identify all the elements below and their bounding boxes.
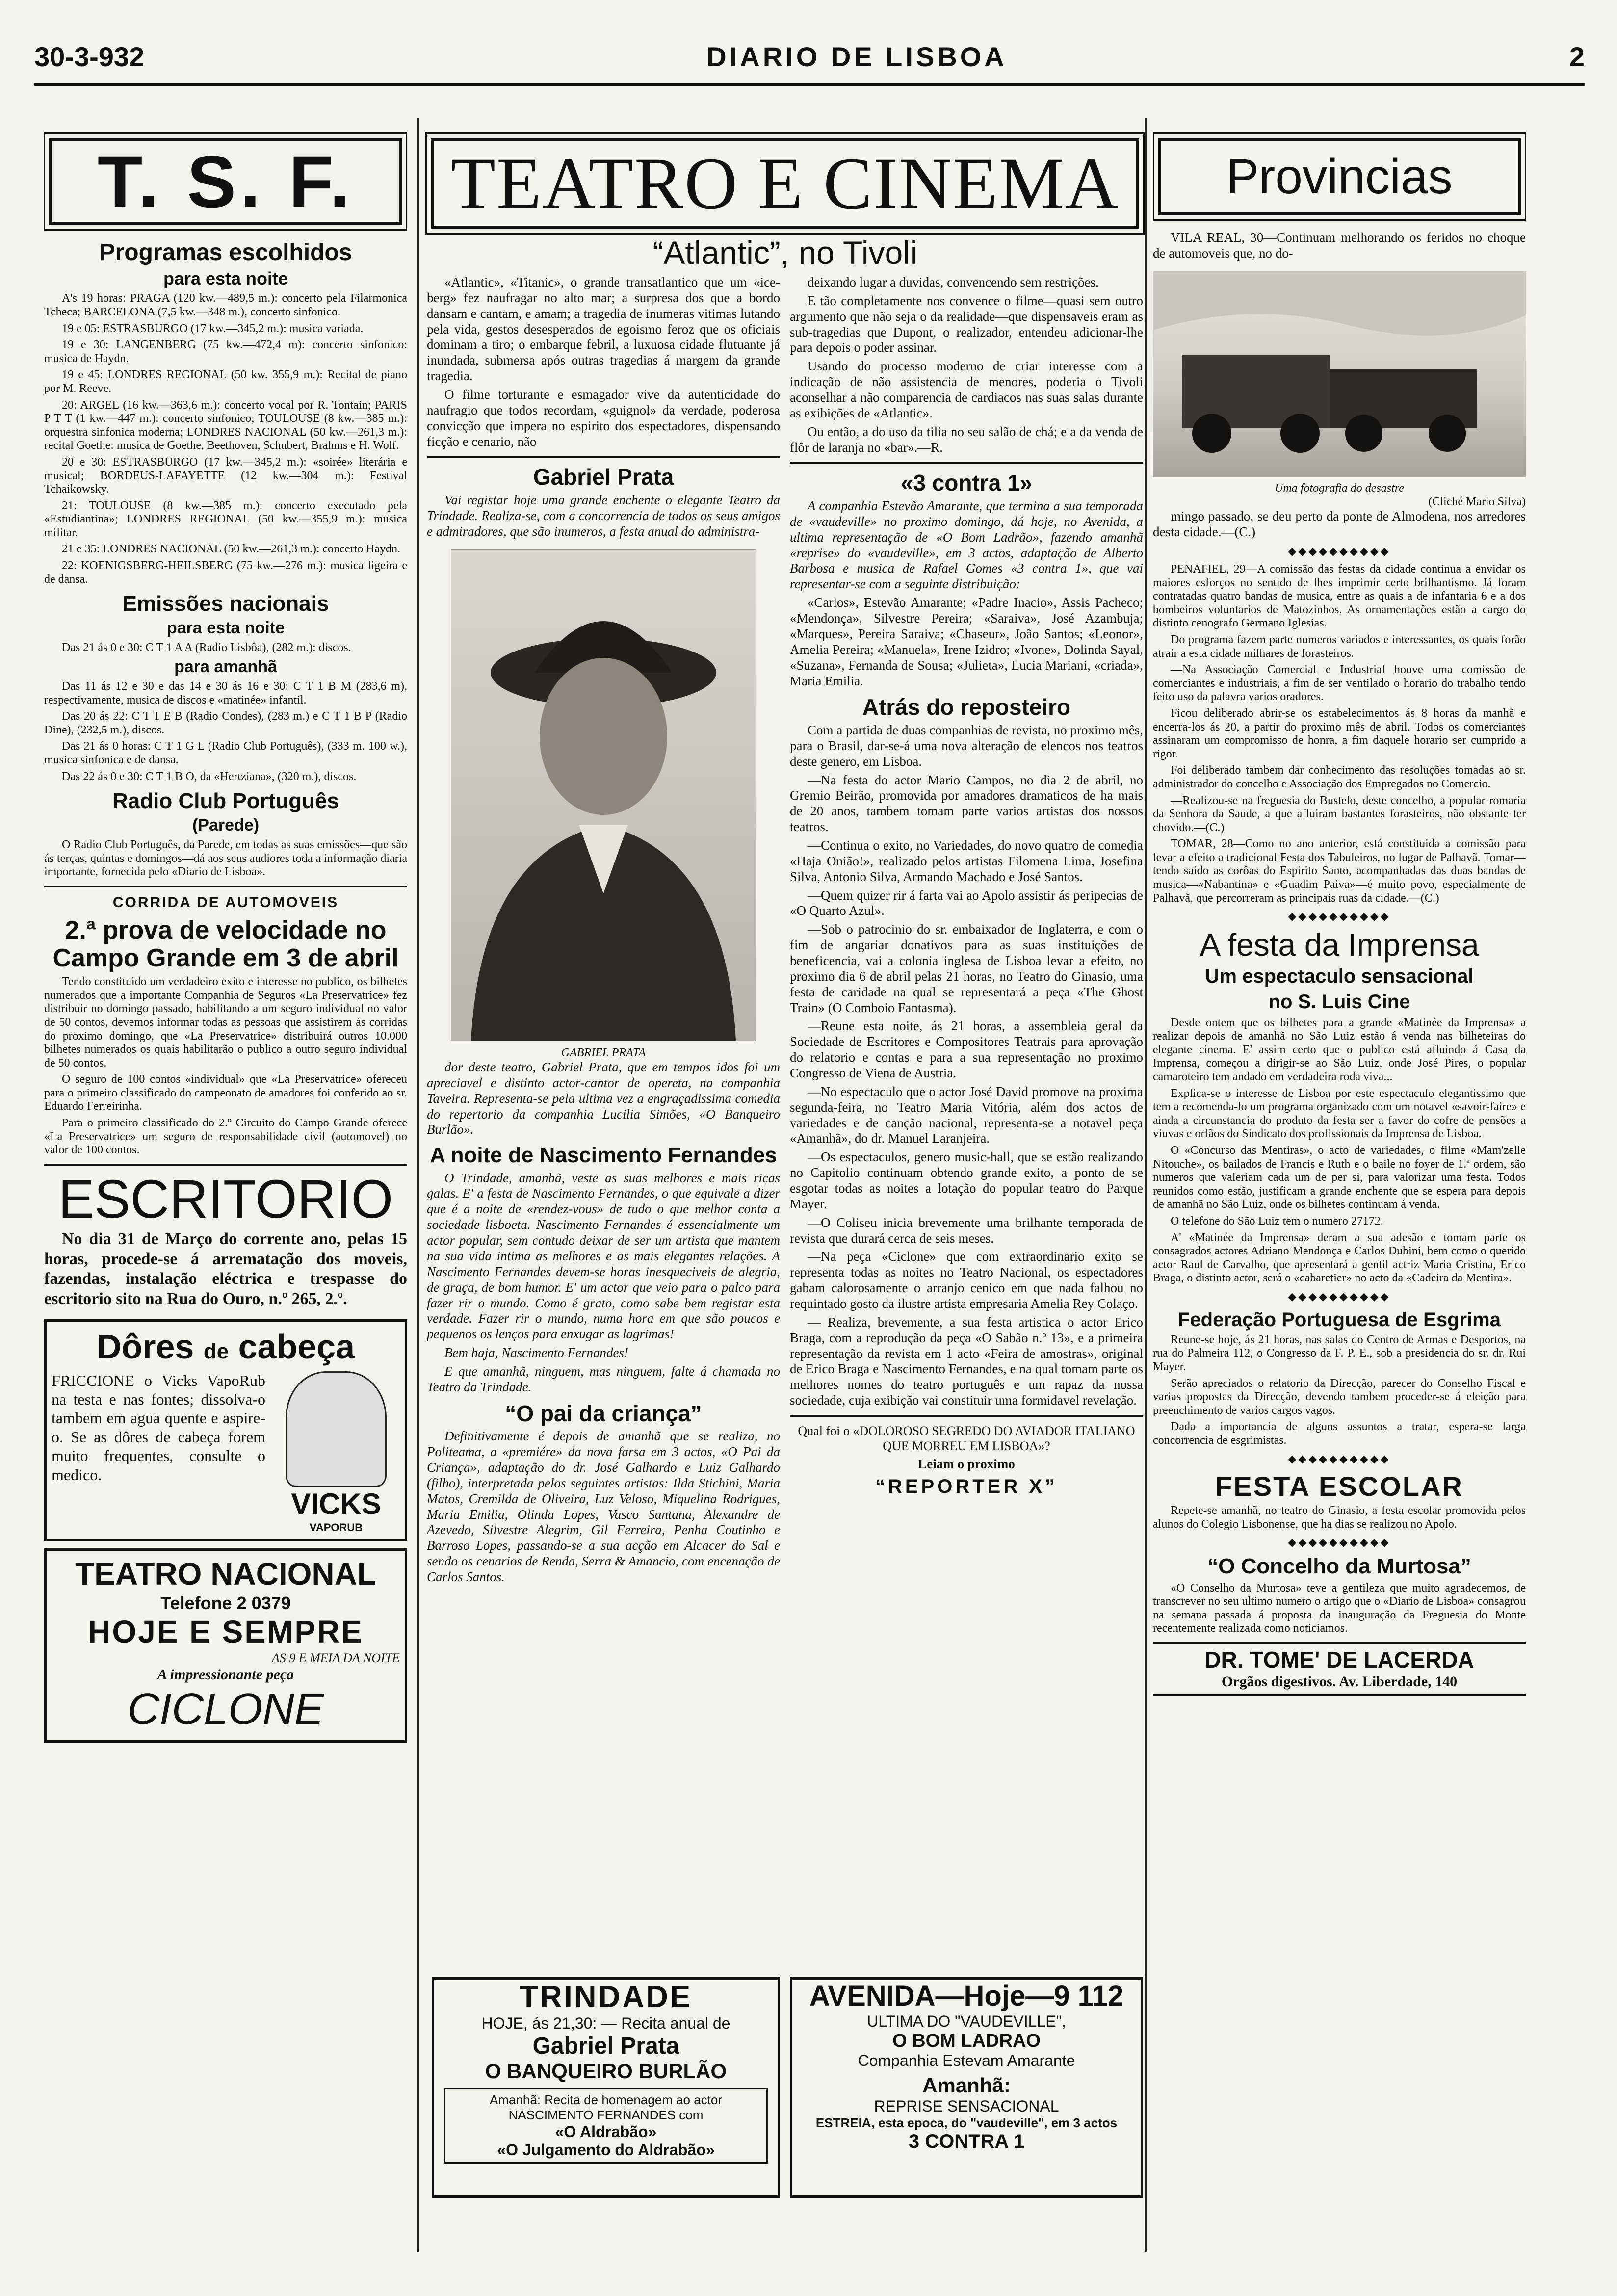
divider: ◆◆◆◆◆◆◆◆◆◆: [1288, 1536, 1391, 1549]
vicks-ad-figure: [272, 1371, 400, 1535]
teatro-nacional-phone: Telefone 2 0379: [160, 1592, 291, 1613]
atlantic-para: E tão completamente nos convence o filme—quasi sem outro argumento que não seja o da realidade—que dispensaveis eram as sub-tragedias que Dupont, o realizador, entendeu adicionar-lhe para depois o poder assinar.: [790, 293, 1143, 355]
teatro-nacional-ad: [44, 1548, 407, 1743]
festa-imprensa-para: O telefone do São Luiz tem o numero 27172.: [1171, 1214, 1383, 1227]
automoveis-para: O seguro de 100 contos «individual» que «La Preservatrice» ofereceu para o primeiro classificado do campeonato de amadores foi conferido ao sr. Eduardo Ferreirinha.: [44, 1073, 407, 1113]
teatro-column-right: [790, 275, 1143, 2051]
programas-subtitle: para esta noite: [163, 268, 288, 288]
avenida-line1: ULTIMA DO "VAUDEVILLE",: [867, 2012, 1066, 2030]
pai-crianca-text: Definitivamente é depois de amanhã que se realiza, no Politeama, a «premiére» da nova farsa em 3 actos, «O Pai da Criança», adaptação do dr. José Galhardo e Luiz Galhardo (filho), interpretada pelos seguintes artistas: Ilda Stichini, Maria Matos, Cremilda de Oliveira, Luz Veloso, Miquelina Rodrigues, Maria Emilia, Olinda Lopes, Vasco Santana, Alexandre de Azevedo, Silvestre Alegrim, Gil Ferreira, Penha Coutinho e Barroso Lopes, passando-se a sua acção em Alcacer do Sal e sendo os cenarios de Renda, Serra & Amancio, com encenação de Carlos Santos.: [427, 1429, 780, 1584]
pai-crianca-title: “O pai da criança”: [505, 1400, 702, 1426]
avenida-reprise: REPRISE SENSACIONAL: [874, 2097, 1059, 2115]
programa-item: 22: KOENIGSBERG-HEILSBERG (75 kw.—276 m.): musica ligeira e de dansa.: [44, 559, 407, 586]
atlantic-para: Usando do processo moderno de criar interesse com a indicação de não assistencia de menores, poderia o Tivoli aconselhar a não comparencia de cardiacos nas suas salas durante as exibições de «Atlantic».: [790, 359, 1143, 420]
teatro-column-left: [427, 275, 780, 2051]
trindade-play2: «O Aldrabão»: [555, 2123, 657, 2140]
radio-club-text: O Radio Club Português, da Parede, em todas as suas emissões—que são ás terças, quintas e domingos—dá aos seus audiores toda a informação diaria importante, fornecida pelo «Diario de Lisboa».: [44, 838, 407, 879]
programa-item: 20 e 30: ESTRASBURGO (17 kw.—345,2 m.): «soirée» literária e musical; BORDEUS-LAFAYETTE (12 kw.—304 m.): Festival Tchaikowsky.: [44, 455, 407, 496]
column-rule: [417, 118, 419, 2252]
trindade-name: Gabriel Prata: [532, 2033, 679, 2059]
gabriel-para: dor deste teatro, Gabriel Prata, que em tempos idos foi um apreciavel e distinto actor-cantor de opereta, na companhia Taveira. Representa-se pela ultima vez a engraçadissima comedia do repertorio da companhia Lucilia Simões, «O Banqueiro Burlão».: [427, 1059, 780, 1137]
reposteiro-para: —No espectaculo que o actor José David promove na proxima segunda-feira, no Teatro Maria Vitória, além dos actos de variedades e de canção nacional, representa-se a notavel peça «Amanhã», do dr. Manuel Laranjeira.: [790, 1084, 1143, 1146]
programa-item: 19 e 45: LONDRES REGIONAL (50 kw. 355,9 m.): Recital de piano por M. Reeve.: [44, 368, 407, 395]
divider: [790, 1415, 1143, 1417]
reposteiro-para: —Quem quizer rir á farta vai ao Apolo assistir ás peripecias de «O Quarto Azul».: [790, 887, 1143, 918]
desastre-photo: [1153, 271, 1526, 477]
divider: [427, 456, 780, 458]
festa-imprensa-title: A festa da Imprensa: [1200, 927, 1479, 963]
automoveis-title: 2.ª prova de velocidade no Campo Grande em 3 de abril: [52, 915, 399, 972]
reposteiro-para: —Na festa do actor Mario Campos, no dia 2 de abril, no Gremio Beirão, promovida por amadores dramaticos de ha mais de 20 anos, tambem tomam parte varios artistas dos nossos teatros.: [790, 772, 1143, 835]
vicks-ad-text: FRICCIONE o Vicks VapoRub na testa e nas fontes; dissolva-o tambem em agua quente e aspire-o. Se as dôres de cabeça forem muito frequentes, consulte o medico.: [52, 1371, 265, 1484]
nascimento-title: A noite de Nascimento Fernandes: [430, 1143, 777, 1168]
provincias-para: —Realizou-se na freguesia do Bustelo, deste concelho, a popular romaria da Senhora da Saude, a que afluiram bastantes forasteiros, não obstante ter chovido.—(C.): [1153, 794, 1526, 834]
programa-item: 20: ARGEL (16 kw.—363,6 m.): concerto vocal por R. Tontain; PARIS P T T (1 kw.—447 m.): concerto sinfonico; TOULOUSE (8 kw.—385 m.): orquestra sinfonica moderna; LONDRES NACIONAL (50 kw.—261,3 m.): recital Goethe: musica de Goethe, Beethoven, Schubert, Brahms e H. Wolf.: [44, 398, 407, 452]
emissao-item: Das 21 ás 0 e 30: C T 1 A A (Radio Lisbôa), (282 m.): discos.: [62, 641, 351, 654]
reposteiro-para: —O Coliseu inicia brevemente uma brilhante temporada de revista que durará cerca de seis meses.: [790, 1215, 1143, 1246]
teatro-nacional-title: TEATRO NACIONAL: [75, 1556, 376, 1592]
festa-escolar-text: Repete-se amanhã, no teatro do Ginasio, a festa escolar promovida pelos alunos do Colegio Lisbonense, que ha dias se realizou no Apolo.: [1153, 1504, 1526, 1531]
emissao-item: Das 20 ás 22: C T 1 E B (Radio Condes), (283 m.) e C T 1 B P (Radio Dine), (232,5 m.), discos.: [44, 710, 407, 736]
festa-imprensa-para: Explica-se o interesse de Lisboa por este espectaculo elegantissimo que tem a recomenda-lo um programa organizado com um notavel «savoir-faire» e ainda a circunstancia do produto da festa ser a favor do cofre de pensões a viuvas e orfãos do Sindicato dos profissionais da Imprensa de Lisboa.: [1153, 1087, 1526, 1141]
tres-contra-um-cast: «Carlos», Estevão Amarante; «Padre Inacio», Assis Pacheco; «Mendonça», Silvestre Pereira; «Saraiva», José Azambuja; «Marques», Pereira Saraiva; «Chaseur», João Santos; «Leonor», Amelia Pereira; «Manuela», Irene Izidro; «Ivone», Dolinda Sayal, «Suzana», Fernanda de Sousa; «Julieta», Lucia Mariani, «criada», Maria Emilia.: [790, 595, 1143, 688]
vicks-ad-title: Dôres de cabeça: [96, 1328, 355, 1366]
teatro-nacional-sub: A impressionante peça: [157, 1666, 294, 1683]
reposteiro-para: —Sob o patrocinio do sr. embaixador de Inglaterra, e com o fim de angariar donativos para as suas instituições de beneficencia, vai a colonia inglesa de Lisboa levar a efeito, no proximo dia 6 de abril pelas 21 horas, no Teatro do Ginasio, uma festa de caridade na qual se representará a peça «The Ghost Train» (O Comboio Fantasma).: [790, 922, 1143, 1015]
radio-club-subtitle: (Parede): [192, 815, 260, 835]
divider: ◆◆◆◆◆◆◆◆◆◆: [1288, 545, 1391, 558]
newspaper-title: DIARIO DE LISBOA: [706, 41, 1007, 72]
atlantic-para: Ou então, a do uso da tilia no seu salão de chá; e a da venda de flôr de laranja no «bar».—R.: [790, 424, 1143, 455]
programa-item: A's 19 horas: PRAGA (120 kw.—489,5 m.): concerto pela Filarmonica Tcheca; BARCELONA (7,5 kw.—348 m.), concerto sinfonico.: [44, 292, 407, 318]
reposteiro-para: — Realiza, brevemente, a sua festa artistica o actor Erico Braga, com a reprodução da peça «O Sabão n.º 13», e a primeira representação da revista em 1 acto «Feira de amostras», original de Erico Braga e Nascimento Fernandes, e na qual tomam parte os melhores nomes do teatro português e um rapaz da nossa sociedade, cuja exibição vai constituir uma formidavel revelação.: [790, 1314, 1143, 1408]
avenida-play: O BOM LADRAO: [892, 2031, 1041, 2051]
escritorio-title: ESCRITORIO: [58, 1169, 393, 1229]
provincias-column: [1153, 132, 1526, 2227]
esgrima-para: Serão apreciados o relatorio da Direcção, parecer do Conselho Fiscal e varias propostas da Direcção, devendo tambem proceder-se á eleição para preenchimento de varios cargos vagos.: [1153, 1377, 1526, 1417]
radio-club-title: Radio Club Português: [112, 789, 339, 813]
atlantic-para: deixando lugar a duvidas, convencendo sem restrições.: [808, 275, 1099, 289]
programa-item: 21: TOULOUSE (8 kw.—385 m.): concerto executado pela «Estudiantina»; LONDRES REGIONAL (50 kw.—355,9 m.): musica militar.: [44, 499, 407, 539]
teatro-nacional-time: AS 9 E MEIA DA NOITE: [271, 1650, 400, 1665]
vila-real-cont: mingo passado, se deu perto da ponte de Almodena, nos arredores desta cidade.—(C.): [1153, 509, 1526, 540]
gabriel-prata-photo: [451, 549, 756, 1041]
vicks-ad-body: [52, 1371, 400, 1535]
portrait-icon: [451, 550, 756, 1041]
provincias-para: Do programa fazem parte numeros variados e interessantes, os quais forão atrair a esta cidade milhares de forasteiros.: [1153, 633, 1526, 660]
lacerda-line: Orgãos digestivos. Av. Liberdade, 140: [1221, 1673, 1458, 1690]
trindade-ad: [432, 1977, 780, 2198]
programa-item: 21 e 35: LONDRES NACIONAL (50 kw.—261,3 m.): concerto Haydn.: [62, 543, 401, 556]
divider: ◆◆◆◆◆◆◆◆◆◆: [1288, 1290, 1391, 1303]
nascimento-para: O Trindade, amanhã, veste as suas melhores e mais ricas galas. E' a festa de Nascimento Fernandes, o que equivale a dizer que é a noite de «rendez-vous» de tudo o que melhor conta a sociedade lisboeta. Nascimento Fernandes é essencialmente um actor popular, sem contudo deixar de ser um artista que mantem na sua vida intima as melhores e as mais elegantes relações. A Nascimento Fernandes devem-se horas inesqueciveis de alegria, de graça, de bom humor. E' um actor que veio para o palco para fazer rir o mundo. Como é grato, como sabe bem registar esta verdade. Fazer rir o mundo, numa hora em que são poucos e pequenos os lenços para enxugar as lagrimas!: [427, 1170, 780, 1342]
reporter-leiam: Leiam o proximo: [918, 1457, 1015, 1472]
divider: [44, 1164, 407, 1166]
provincias-header: Provincias: [1226, 149, 1453, 204]
festa-imprensa-sub1: Um espectaculo sensacional: [1205, 965, 1474, 987]
festa-imprensa-para: Desde ontem que os bilhetes para a grande «Matinée da Imprensa» a realizar depois de amanhã no São Luiz estão á venda nas bilheteiras do elegante cinema. E' assim certo que o publico está afluindo á Casa da Imprensa, começou a dirigir-se ao São Luiz, onde José Pires, o popular camaroteiro tem andado em verdadeira roda viva...: [1153, 1016, 1526, 1083]
festa-imprensa-sub2: no S. Luis Cine: [1268, 991, 1410, 1013]
teatro-cinema-header-box: [431, 138, 1139, 229]
trindade-amanha-box: [444, 2088, 768, 2164]
avenida-amanha: Amanhã:: [922, 2074, 1011, 2097]
reposteiro-para: —Os espectaculos, genero music-hall, que se estão realizando no Capitolio continuam obtendo grande exito, a ponto de se esgotar todas as noites a lotação do popular teatro do Parque Mayer.: [790, 1149, 1143, 1211]
photo-caption: Uma fotografia do desastre: [1275, 481, 1404, 495]
page-number: 2: [1569, 41, 1585, 72]
programas-title: Programas escolhidos: [99, 239, 352, 265]
reposteiro-para: —Na peça «Ciclone» que com extraordinario exito se representa todas as noites no Teatro Nacional, os espectadores gabam calorosamente o arranjo cenico em que nada falhou no requintado gosto da ilustre artista empresaria Amelia Rey Colaço.: [790, 1249, 1143, 1311]
murtosa-title: “O Concelho da Murtosa”: [1207, 1554, 1471, 1579]
vicks-brand-sub: VAPORUB: [309, 1521, 363, 1534]
avenida-estreia: ESTREIA, esta epoca, do "vaudeville", em 3 actos: [815, 2115, 1118, 2130]
gabriel-title: Gabriel Prata: [533, 464, 674, 490]
provincias-para: —Na Associação Comercial e Industrial houve uma comissão de comerciantes e industriais, a fim de ser ventilado o horario do trabalho tendo feito uso da palavra varios oradores.: [1153, 663, 1526, 704]
ciclone-title: CICLONE: [127, 1684, 324, 1734]
amanha-subtitle: para amanhã: [174, 657, 277, 676]
teatro-nacional-headline: HOJE E SEMPRE: [88, 1614, 364, 1650]
avenida-play2: 3 CONTRA 1: [908, 2131, 1025, 2152]
reporter-x: “REPORTER X”: [875, 1476, 1058, 1498]
provincias-para: PENAFIEL, 29—A comissão das festas da cidade continua a envidar os maiores esforços no sentido de lhes imprimir certo brilhantismo. Já foram contratadas quatro bandas de musica, entre as quais a de infantaria 6 e a dos bombeiros voluntarios de Matozinhos. As ornamentações estão a cargo do distinto cenografo Germano Iglesias.: [1153, 563, 1526, 630]
vicks-brand: VICKS: [291, 1487, 381, 1520]
masthead: [34, 29, 1585, 86]
programa-item: 19 e 05: ESTRASBURGO (17 kw.—345,2 m.): musica variada.: [62, 322, 364, 335]
automoveis-para: Tendo constituido um verdadeiro exito e interesse no publico, os bilhetes numerados que a importante Companhia de Seguros «La Preservatrice» fez distribuir no domingo passado, habilitando a um seguro individual no valor de 50 contos, devemos informar todas as pessoas que assistirem ás corridas do proximo domingo, que «La Preservatrice» distribuirá outros 10.000 bilhetes numerados os quais habilitarão o publico a outro seguro individual de 50 contos.: [44, 975, 407, 1070]
lacerda-ad: [1153, 1642, 1526, 1696]
divider: [790, 462, 1143, 464]
emissoes-title: Emissões nacionais: [122, 592, 329, 616]
photo-caption: GABRIEL PRATA: [561, 1046, 646, 1059]
esgrima-title: Federação Portuguesa de Esgrima: [1177, 1308, 1501, 1331]
gabriel-para: Vai registar hoje uma grande enchente o elegante Teatro da Trindade. Realiza-se, com a concorrencia de todos os seus amigos e admiradores, que são inumeros, a festa anual do administra-: [427, 493, 780, 539]
column-rule: [1145, 118, 1147, 2252]
reposteiro-para: —Continua o exito, no Variedades, do novo quatro de comedia «Haja Onião!», realizado pelos artistas Filomena Lima, Josefina Silva, Antonio Silva, Armando Machado e José Santos.: [790, 837, 1143, 884]
vicks-ad: [44, 1319, 407, 1541]
trindade-line2: Amanhã: Recita de homenagem ao actor NASCIMENTO FERNANDES com: [489, 2092, 723, 2122]
tres-contra-um-intro: A companhia Estevão Amarante, que termina a sua temporada de «vaudeville» no proximo domingo, dá hoje, no Avenida, a ultima representação de «O Bom Ladrão», fazendo amanhã «reprise» do «vaudeville», em 3 actos, adaptação de Alberto Barbosa e musica de Rafael Gomes «3 contra 1», que vai representar-se com a seguinte distribuição:: [790, 498, 1143, 592]
divider: [44, 886, 407, 887]
trindade-line1: HOJE, ás 21,30: — Recita anual de: [481, 2014, 730, 2032]
tsf-header-box: [49, 138, 402, 225]
vila-real-para: VILA REAL, 30—Continuam melhorando os feridos no choque de automoveis que, no do-: [1153, 230, 1526, 261]
avenida-company: Companhia Estevam Amarante: [858, 2052, 1075, 2069]
provincias-header-box: [1158, 138, 1521, 215]
programa-item: 19 e 30: LANGENBERG (75 kw.—472,4 m): concerto sinfonico: musica de Haydn.: [44, 339, 407, 365]
woman-headache-icon: [286, 1371, 387, 1487]
emissao-item: Das 22 ás 0 e 30: C T 1 B O, da «Hertziana», (320 m.), discos.: [62, 770, 357, 783]
esgrima-para: Dada a importancia de alguns assuntos a tratar, espera-se larga concorrencia de esgrimistas.: [1153, 1420, 1526, 1447]
automoveis-para: Para o primeiro classificado do 2.º Circuito do Campo Grande oferece «La Preservatrice» um seguro de responsabilidade civil (automovel) no valor de 100 contos.: [44, 1117, 407, 1157]
escritorio-text: No dia 31 de Março do corrente ano, pelas 15 horas, procede-se á arrematação dos moveis, fazendas, instalação eléctrica e trespasse do escritorio sito na Rua do Ouro, n.º 265, 2.º.: [44, 1229, 407, 1308]
divider: ◆◆◆◆◆◆◆◆◆◆: [1288, 1452, 1391, 1465]
nascimento-para: Bem haja, Nascimento Fernandes!: [444, 1345, 628, 1360]
trindade-play: O BANQUEIRO BURLÃO: [485, 2060, 727, 2083]
nascimento-para: E que amanhã, ninguem, mas ninguem, falte á chamada no Teatro da Trindade.: [427, 1363, 780, 1394]
issue-date: 30-3-932: [34, 41, 145, 72]
tres-contra-um-title: «3 contra 1»: [900, 470, 1033, 496]
emissao-item: Das 21 ás 0 horas: C T 1 G L (Radio Club Português), (333 m. 100 w.), musica sinfonica e de dansa.: [44, 740, 407, 766]
avenida-title: AVENIDA—Hoje—9 112: [809, 1980, 1124, 2012]
automoveis-section: CORRIDA DE AUTOMOVEIS: [112, 894, 339, 911]
avenida-ad: [790, 1977, 1143, 2198]
provincias-para: TOMAR, 28—Como no ano anterior, está constituida a comissão para levar a efeito a tradicional Festa dos Tabuleiros, no lugar de Palhavã. Tomar—tendo saido as corôas do Espirito Santo, acompanhadas das duas bandas de musica—«Nabantina» e «Guadim Paiva»—é muito povo, especialmente de Palhavã, que percorreram as principais ruas da cidade.—(C.): [1153, 837, 1526, 905]
reposteiro-para: —Reune esta noite, ás 21 horas, a assembleia geral da Sociedade de Escritores e Compositores Teatrais para aprovação do relatorio e contas e para a sua representação no proximo Congresso de Viena de Austria.: [790, 1018, 1143, 1080]
car-photo-icon: [1153, 271, 1526, 477]
tsf-header: T. S. F.: [97, 140, 354, 223]
reposteiro-para: Com a partida de duas companhias de revista, no proximo mês, para o Brasil, dar-se-á uma nova alteração de elencos nos teatros deste genero, em Lisboa.: [790, 722, 1143, 769]
trindade-play3: «O Julgamento do Aldrabão»: [497, 2141, 715, 2159]
teatro-cinema-header-wrap: [427, 132, 1143, 271]
divider: ◆◆◆◆◆◆◆◆◆◆: [1288, 910, 1391, 923]
murtosa-text: «O Conselho da Murtosa» teve a gentileza que muito agradecemos, de transcrever no seu ultimo numero o artigo que o «Diario de Lisboa» consagrou na semana passada á proposta da inauguração da Freguesia do Monte recentemente realizada como noticiamos.: [1153, 1581, 1526, 1635]
provincias-para: Ficou deliberado abrir-se os estabelecimentos ás 8 horas da manhã e encerra-los ás 20, a partir do proximo mês de abril. Todos os comerciantes assinaram um compromisso de honra, a fim daquele horario ser cumprido a rigor.: [1153, 706, 1526, 760]
tsf-column: [44, 132, 407, 2227]
atlantic-para: O filme torturante e esmagador vive da autenticidade do naufragio que todos recordam, «guignol» da verdade, poderosa convicção que impera no espirito dos espectadores, dispensando ficção e cenario, não: [427, 387, 780, 449]
emissoes-subtitle: para esta noite: [167, 618, 285, 637]
trindade-title: TRINDADE: [519, 1980, 693, 2014]
festa-imprensa-para: O «Concurso das Mentiras», o acto de variedades, o filme «Mam'zelle Nitouche», os bailados de Francis e Ruth e o baile no foyer de 1.ª ordem, são numeros que valeriam cada um de per si, para valorizar uma festa. Todos reunidos como estão, justificam a grande enchente que se espera para depois de amanhã no São Luiz, onde os bilhetes continuam á venda.: [1153, 1144, 1526, 1211]
festa-escolar-title: FESTA ESCOLAR: [1215, 1470, 1463, 1502]
reposteiro-title: Atrás do reposteiro: [862, 694, 1071, 720]
photo-credit: (Cliché Mario Silva): [1428, 496, 1526, 509]
esgrima-para: Reune-se hoje, ás 21 horas, nas salas do Centro de Armas e Desportos, na rua do Palmeira 112, o Congresso da F. P. E., sob a presidencia do sr. dr. Rui Mayer.: [1153, 1333, 1526, 1374]
festa-imprensa-para: A' «Matinée da Imprensa» deram a sua adesão e tomam parte os consagrados actores Adriano Mendonça e Carlos Dubini, bem como o querido actor Raul de Carvalho, que apresentará a gentil actriz Maria Cristina, Erico Braga, o distinto actor, será o «cabaretier» no acto da «Cadeira da Mentira».: [1153, 1231, 1526, 1285]
atlantic-title: “Atlantic”, no Tivoli: [652, 234, 917, 271]
reporter-question: Qual foi o «DOLOROSO SEGREDO DO AVIADOR ITALIANO QUE MORREU EM LISBOA»?: [798, 1424, 1135, 1453]
teatro-cinema-header: TEATRO E CINEMA: [450, 143, 1120, 224]
atlantic-para: «Atlantic», «Titanic», o grande transatlantico que um «ice-berg» fez naufragar no alto mar; a surpresa dos que a bordo dansam e cantam, e amam; a tragedia de inumeras vitimas lutando pela vida, gestos desesperados de egoismo feroz que os oficiais dominam a tiro; o embarque febril, a luxuosa cidade flutuante já inundada, submersa após outras tragedias á margem da grande tragedia.: [427, 275, 780, 384]
emissao-item: Das 11 ás 12 e 30 e das 14 e 30 ás 16 e 30: C T 1 B M (283,6 m), respectivamente, musica de discos e «matinée» infantil.: [44, 680, 407, 706]
provincias-para: Foi deliberado tambem dar conhecimento das resoluções tomadas ao sr. administrador do concelho e Associação dos Empregados no Comercio.: [1153, 764, 1526, 790]
lacerda-name: DR. TOME' DE LACERDA: [1204, 1647, 1474, 1673]
